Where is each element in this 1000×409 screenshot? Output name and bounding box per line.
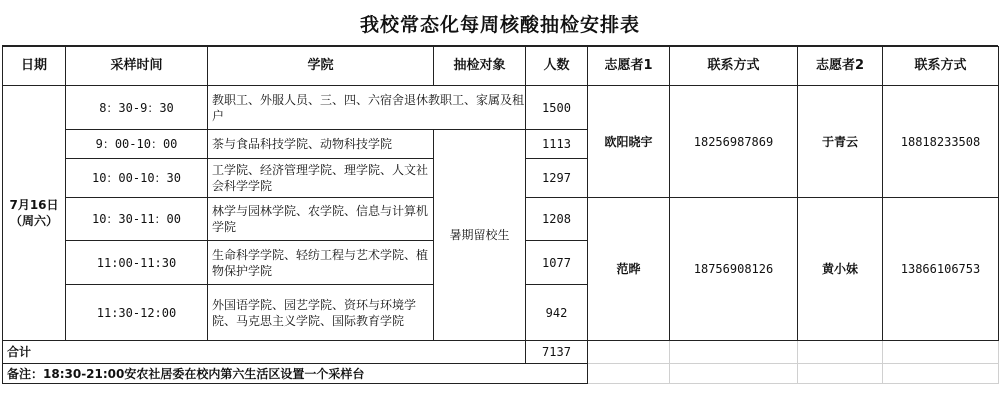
note-row <box>3 364 999 384</box>
table-row <box>3 86 999 130</box>
volunteer-2-cell: 黄小妹 <box>798 198 883 341</box>
empty-cell <box>883 341 999 364</box>
header-time: 采样时间 <box>66 47 208 86</box>
phone-1-cell: 18756908126 <box>670 198 798 341</box>
empty-cell <box>798 364 883 384</box>
count-cell: 1113 <box>526 130 588 159</box>
college-cell: 生命科学学院、轻纺工程与艺术学院、植物保护学院 <box>208 241 434 285</box>
phone-2-cell: 13866106753 <box>883 198 999 341</box>
header-target: 抽检对象 <box>434 47 526 86</box>
college-cell: 外国语学院、园艺学院、资环与环境学院、马克思主义学院、国际教育学院 <box>208 285 434 341</box>
college-cell: 茶与食品科技学院、动物科技学院 <box>208 130 434 159</box>
time-cell: 8：30-9：30 <box>66 86 208 130</box>
empty-cell <box>670 341 798 364</box>
phone-1-cell: 18256987869 <box>670 86 798 198</box>
header-contact-1: 联系方式 <box>670 47 798 86</box>
schedule-table <box>2 46 999 384</box>
count-cell: 1208 <box>526 198 588 241</box>
volunteer-2-cell: 于青云 <box>798 86 883 198</box>
time-cell: 10：30-11：00 <box>66 198 208 241</box>
time-cell: 11:00-11:30 <box>66 241 208 285</box>
total-row <box>3 341 999 364</box>
college-cell: 林学与园林学院、农学院、信息与计算机学院 <box>208 198 434 241</box>
time-cell: 9：00-10：00 <box>66 130 208 159</box>
page-title: 我校常态化每周核酸抽检安排表 <box>359 13 640 36</box>
date-cell: 7月16日（周六） <box>3 86 66 341</box>
header-date: 日期 <box>3 47 66 86</box>
header-volunteer-2: 志愿者2 <box>798 47 883 86</box>
total-label: 合计 <box>3 341 526 364</box>
count-cell: 1500 <box>526 86 588 130</box>
header-count: 人数 <box>526 47 588 86</box>
empty-cell <box>588 341 670 364</box>
target-cell: 暑期留校生 <box>434 130 526 341</box>
college-cell: 工学院、经济管理学院、理学院、人文社会科学学院 <box>208 159 434 198</box>
empty-cell <box>588 364 670 384</box>
total-count: 7137 <box>526 341 588 364</box>
empty-cell <box>798 341 883 364</box>
count-cell: 1297 <box>526 159 588 198</box>
time-cell: 11:30-12:00 <box>66 285 208 341</box>
time-cell: 10：00-10：30 <box>66 159 208 198</box>
count-cell: 1077 <box>526 241 588 285</box>
count-cell: 942 <box>526 285 588 341</box>
volunteer-1-cell: 范晔 <box>588 198 670 341</box>
empty-cell <box>883 364 999 384</box>
phone-2-cell: 18818233508 <box>883 86 999 198</box>
college-cell: 教职工、外服人员、三、四、六宿舍退休教职工、家属及租户 <box>208 86 526 130</box>
header-college: 学院 <box>208 47 434 86</box>
volunteer-1-cell: 欧阳晓宇 <box>588 86 670 198</box>
header-volunteer-1: 志愿者1 <box>588 47 670 86</box>
header-row <box>3 47 999 86</box>
header-contact-2: 联系方式 <box>883 47 999 86</box>
note-text: 备注：18:30-21:00安农社居委在校内第六生活区设置一个采样台 <box>3 364 588 384</box>
empty-cell <box>670 364 798 384</box>
